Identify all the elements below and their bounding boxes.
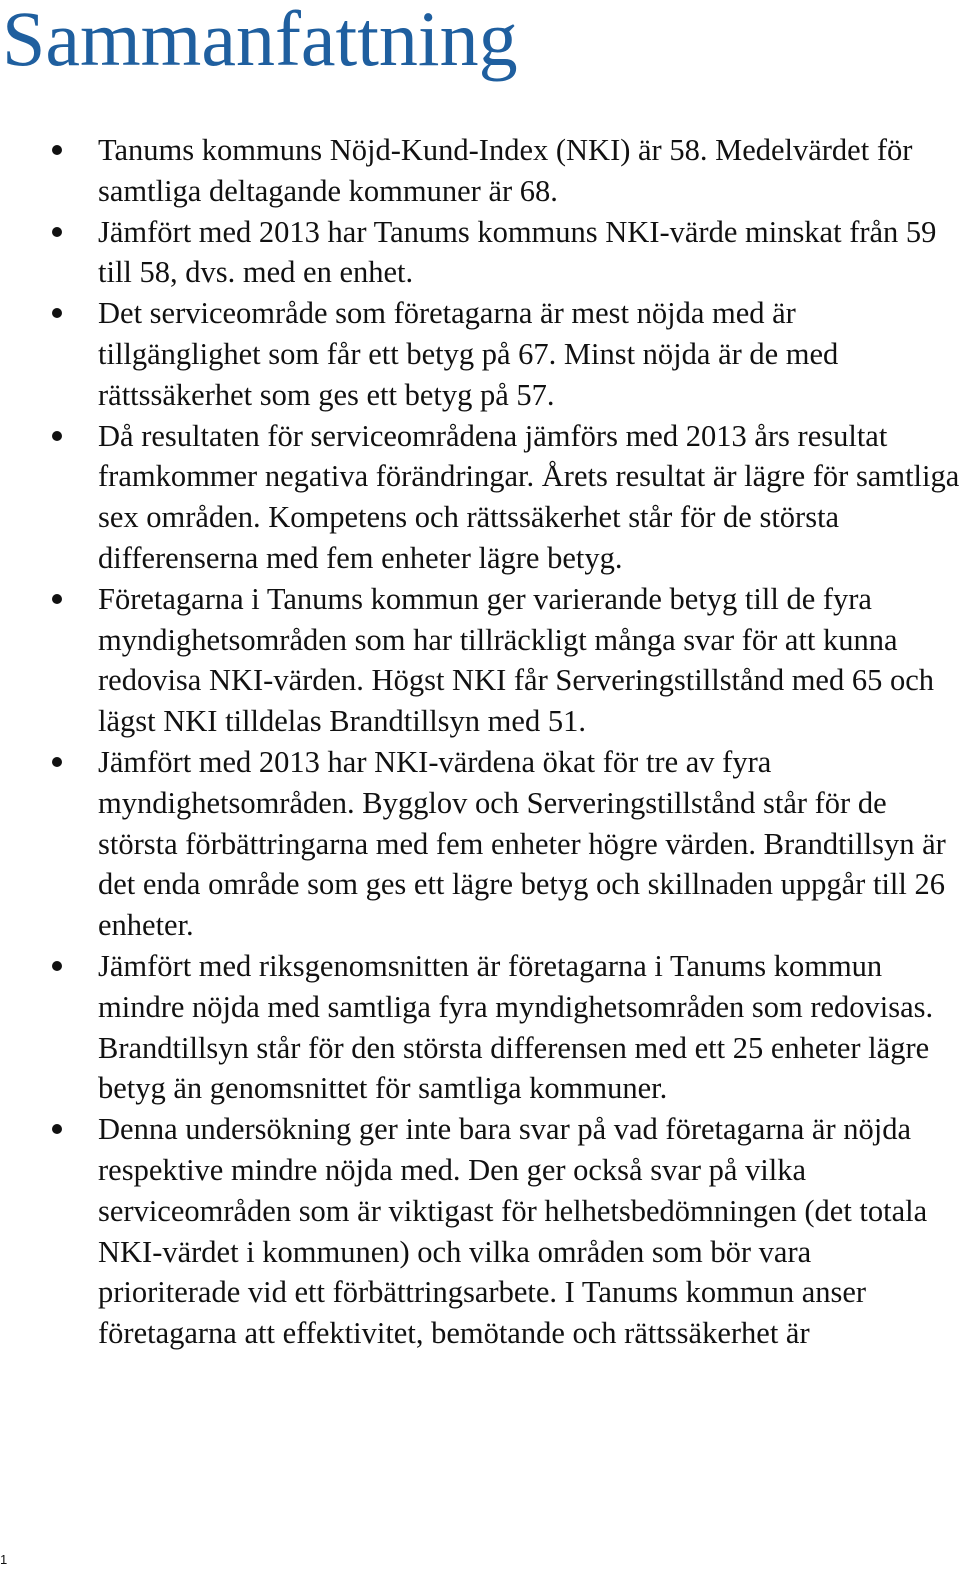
- page-number: 1: [0, 1552, 8, 1567]
- bullet-icon: [52, 145, 62, 155]
- bullet-text: Jämfört med riksgenomsnitten är företagarna i Tanums kommun mindre nöjda med samtliga fyra myndighetsområden som redovisas. Brandtillsyn står för den största differensen med ett 25 enheter lägre betyg än genomsnittet för samtliga kommuner.: [98, 948, 934, 1106]
- list-item: [98, 293, 960, 415]
- page-title: Sammanfattning: [2, 0, 518, 82]
- bullet-text: Då resultaten för serviceområdena jämförs med 2013 års resultat framkommer negativa förändringar. Årets resultat är lägre för samtliga sex områden. Kompetens och rättssäkerhet står för de största differenserna med fem enheter lägre betyg.: [98, 418, 960, 575]
- bullet-icon: [52, 594, 62, 604]
- bullet-icon: [52, 227, 62, 237]
- summary-bullet-list: [98, 130, 960, 1354]
- list-item: [98, 212, 960, 294]
- bullet-text: Denna undersökning ger inte bara svar på vad företagarna är nöjda respektive mindre nöjda med. Den ger också svar på vilka serviceområden som är viktigast för helhetsbedömningen (det totala NKI-värdet i kommunen) och vilka områden som bör vara prioriterade vid ett förbättringsarbete. I Tanums kommun anser företagarna att effektivitet, bemötande och rättssäkerhet är: [98, 1112, 928, 1351]
- list-item: [98, 579, 960, 742]
- list-item: [98, 1109, 960, 1354]
- bullet-icon: [52, 1124, 62, 1134]
- bullet-icon: [52, 431, 62, 441]
- bullet-text: Jämfört med 2013 har Tanums kommuns NKI-värde minskat från 59 till 58, dvs. med en enhet.: [98, 214, 937, 290]
- list-item: [98, 946, 960, 1109]
- bullet-icon: [52, 757, 62, 767]
- bullet-text: Företagarna i Tanums kommun ger varierande betyg till de fyra myndighetsområden som har tillräckligt många svar för att kunna redovisa NKI-värden. Högst NKI får Serveringstillstånd med 65 och lägst NKI tilldelas Brandtillsyn med 51.: [98, 581, 934, 739]
- bullet-text: Tanums kommuns Nöjd-Kund-Index (NKI) är 58. Medelvärdet för samtliga deltagande kommuner är 68.: [98, 133, 913, 208]
- bullet-text: Jämfört med 2013 har NKI-värdena ökat för tre av fyra myndighetsområden. Bygglov och Serveringstillstånd står för de största förbättringarna med fem enheter högre värden. Brandtillsyn är det enda område som ges ett lägre betyg och skillnaden uppgår till 26 enheter.: [98, 744, 946, 943]
- list-item: [98, 742, 960, 946]
- bullet-icon: [52, 308, 62, 318]
- bullet-text: Det serviceområde som företagarna är mest nöjda med är tillgänglighet som får ett betyg på 67. Minst nöjda är de med rättssäkerhet som ges ett betyg på 57.: [98, 296, 839, 412]
- list-item: [98, 130, 960, 212]
- bullet-icon: [52, 961, 62, 971]
- list-item: [98, 416, 960, 579]
